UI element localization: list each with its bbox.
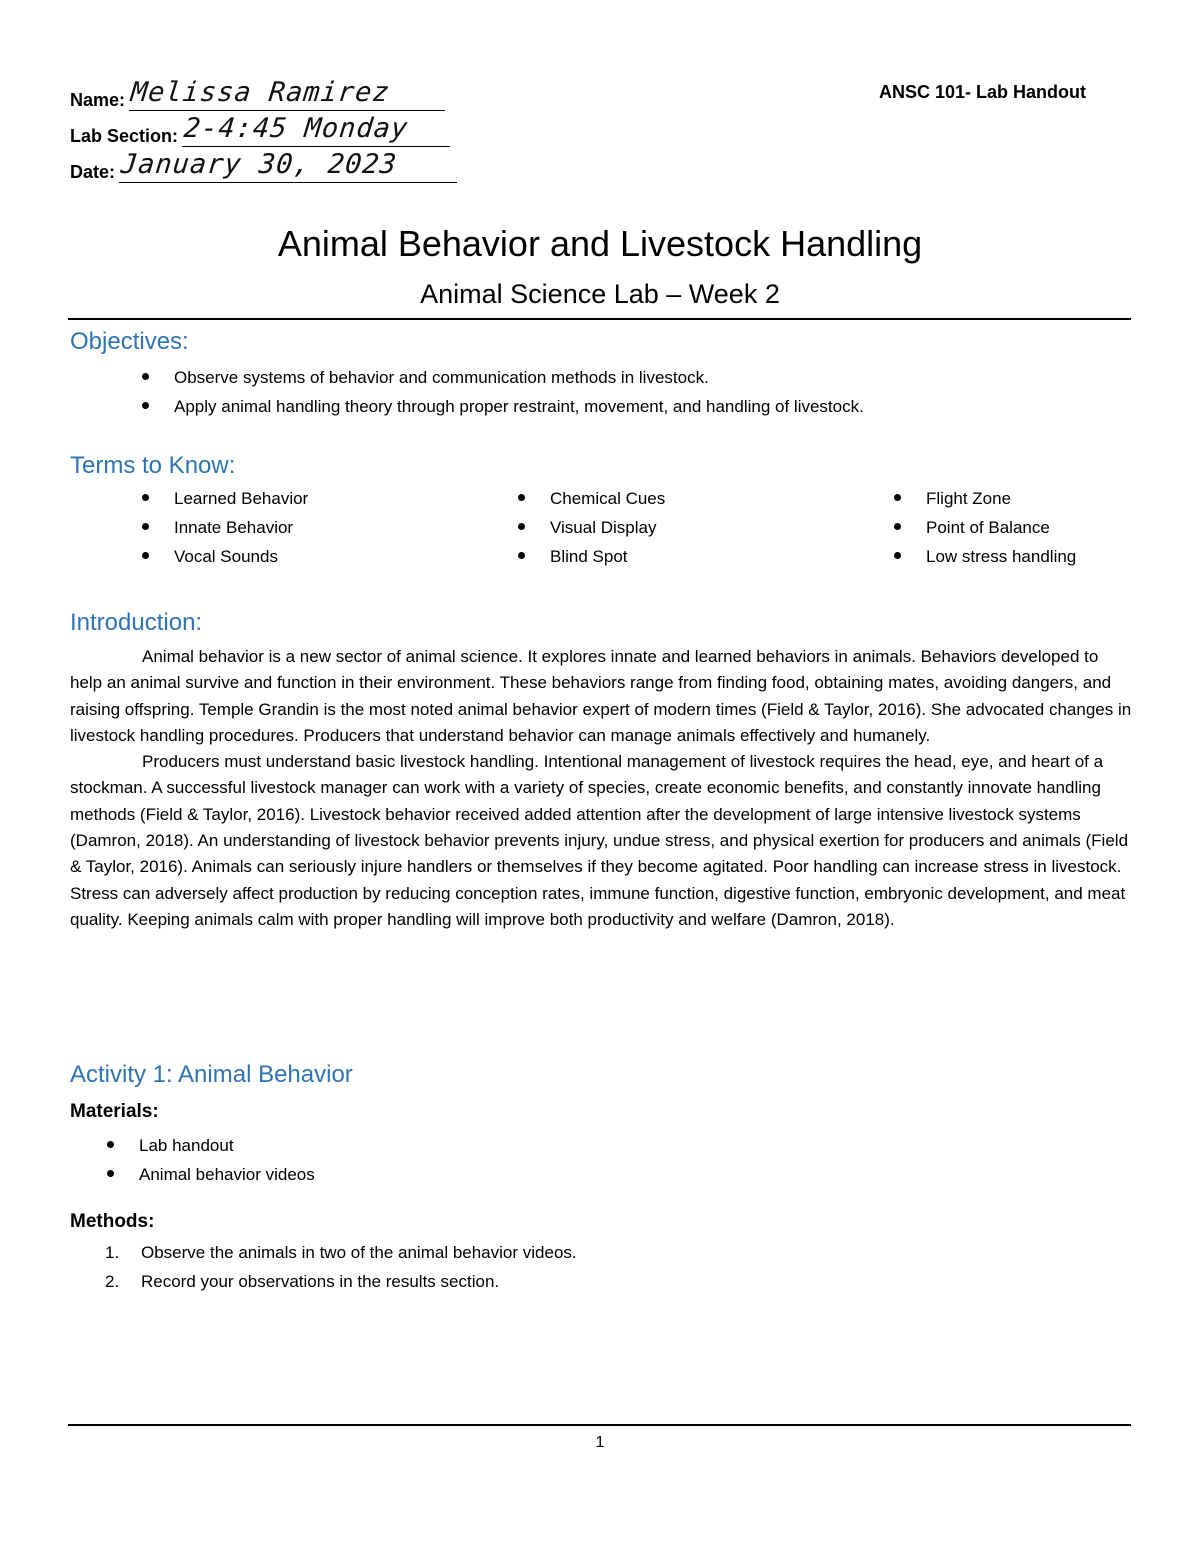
name-label: Name:: [70, 90, 126, 110]
page-number: 1: [595, 1434, 605, 1451]
materials-label: Materials:: [70, 1101, 159, 1122]
introduction-heading: Introduction:: [70, 609, 203, 636]
list-item: Learned Behavior: [140, 484, 308, 513]
terms-heading: Terms to Know:: [70, 452, 236, 479]
page-title: Animal Behavior and Livestock Handling: [277, 223, 923, 264]
bullet-icon: [107, 1141, 114, 1148]
objectives-list: [140, 363, 864, 421]
name-handwritten: Melissa Ramirez: [129, 77, 392, 108]
list-item: Innate Behavior: [140, 513, 308, 542]
intro-paragraph: Producers must understand basic livestock handling. Intentional management of livestock requires the head, eye, and heart of a stockman. A successful livestock manager can work with a variety of species, create economic benefits, and constantly innovate handling methods (Field & Taylor, 2016). Livestock behavior received added attention after the development of large intensive livestock systems (Damron, 2018). An understanding of livestock behavior prevents injury, undue stress, and physical exertion for producers and animals (Field & Taylor, 2016). Animals can seriously injure handlers or themselves if they become agitated. Poor handling can increase stress in livestock. Stress can adversely affect production by reducing conception rates, immune function, digestive function, embryonic development, and meat quality. Keeping animals calm with proper handling will improve both productivity and welfare (Damron, 2018).: [70, 752, 1129, 929]
terms-column-3: [892, 484, 1076, 571]
list-item: Animal behavior videos: [105, 1160, 315, 1189]
title-divider: [68, 318, 1131, 320]
materials-list: [105, 1131, 315, 1189]
activity-1-heading: Activity 1: Animal Behavior: [70, 1061, 353, 1088]
list-item: 1. Observe the animals in two of the animal behavior videos.: [105, 1243, 577, 1262]
date-line: [119, 148, 457, 183]
bullet-icon: [142, 402, 149, 409]
bullet-icon: [894, 552, 901, 559]
page-subtitle: Animal Science Lab – Week 2: [420, 279, 780, 309]
bullet-icon: [142, 373, 149, 380]
bullet-icon: [518, 552, 525, 559]
bullet-icon: [894, 523, 901, 530]
bullet-icon: [142, 552, 149, 559]
lab-section-line: [182, 112, 450, 147]
bullet-icon: [518, 523, 525, 530]
date-field: [70, 148, 457, 183]
bullet-icon: [142, 523, 149, 530]
list-item: 2. Record your observations in the results section.: [105, 1272, 500, 1291]
bullet-icon: [142, 494, 149, 501]
introduction-body: [70, 644, 1132, 933]
list-item: Point of Balance: [892, 513, 1076, 542]
bullet-icon: [518, 494, 525, 501]
date-label: Date:: [70, 162, 116, 182]
lab-section-field: [70, 112, 450, 147]
methods-list: [105, 1238, 577, 1296]
list-item: Visual Display: [516, 513, 665, 542]
list-item: Flight Zone: [892, 484, 1076, 513]
lab-section-handwritten: 2-4:45 Monday: [182, 113, 410, 144]
name-field: [70, 76, 445, 111]
intro-paragraph: Animal behavior is a new sector of animal science. It explores innate and learned behaviors in animals. Behaviors developed to help an animal survive and function in their environment. These behaviors range from finding food, obtaining mates, avoiding dangers, and raising offspring. Temple Grandin is the most noted animal behavior expert of modern times (Field & Taylor, 2016). She advocated changes in livestock handling procedures. Producers that understand behavior can manage animals effectively and humanely.: [70, 647, 1132, 745]
name-line: [129, 76, 445, 111]
methods-label: Methods:: [70, 1211, 155, 1232]
date-handwritten: January 30, 2023: [119, 149, 399, 180]
list-item: Lab handout: [105, 1131, 315, 1160]
objectives-heading: Objectives:: [70, 328, 189, 355]
lab-section-label: Lab Section:: [70, 126, 179, 146]
bullet-icon: [107, 1170, 114, 1177]
list-item: Observe systems of behavior and communication methods in livestock.: [140, 363, 864, 392]
list-item: Vocal Sounds: [140, 542, 308, 571]
list-item: Apply animal handling theory through proper restraint, movement, and handling of livestock.: [140, 392, 864, 421]
list-item: Chemical Cues: [516, 484, 665, 513]
list-item: Low stress handling: [892, 542, 1076, 571]
footer-divider: [68, 1424, 1131, 1426]
terms-column-2: [516, 484, 665, 571]
terms-column-1: [140, 484, 308, 571]
course-label: ANSC 101- Lab Handout: [878, 82, 1086, 102]
bullet-icon: [894, 494, 901, 501]
list-item: Blind Spot: [516, 542, 665, 571]
